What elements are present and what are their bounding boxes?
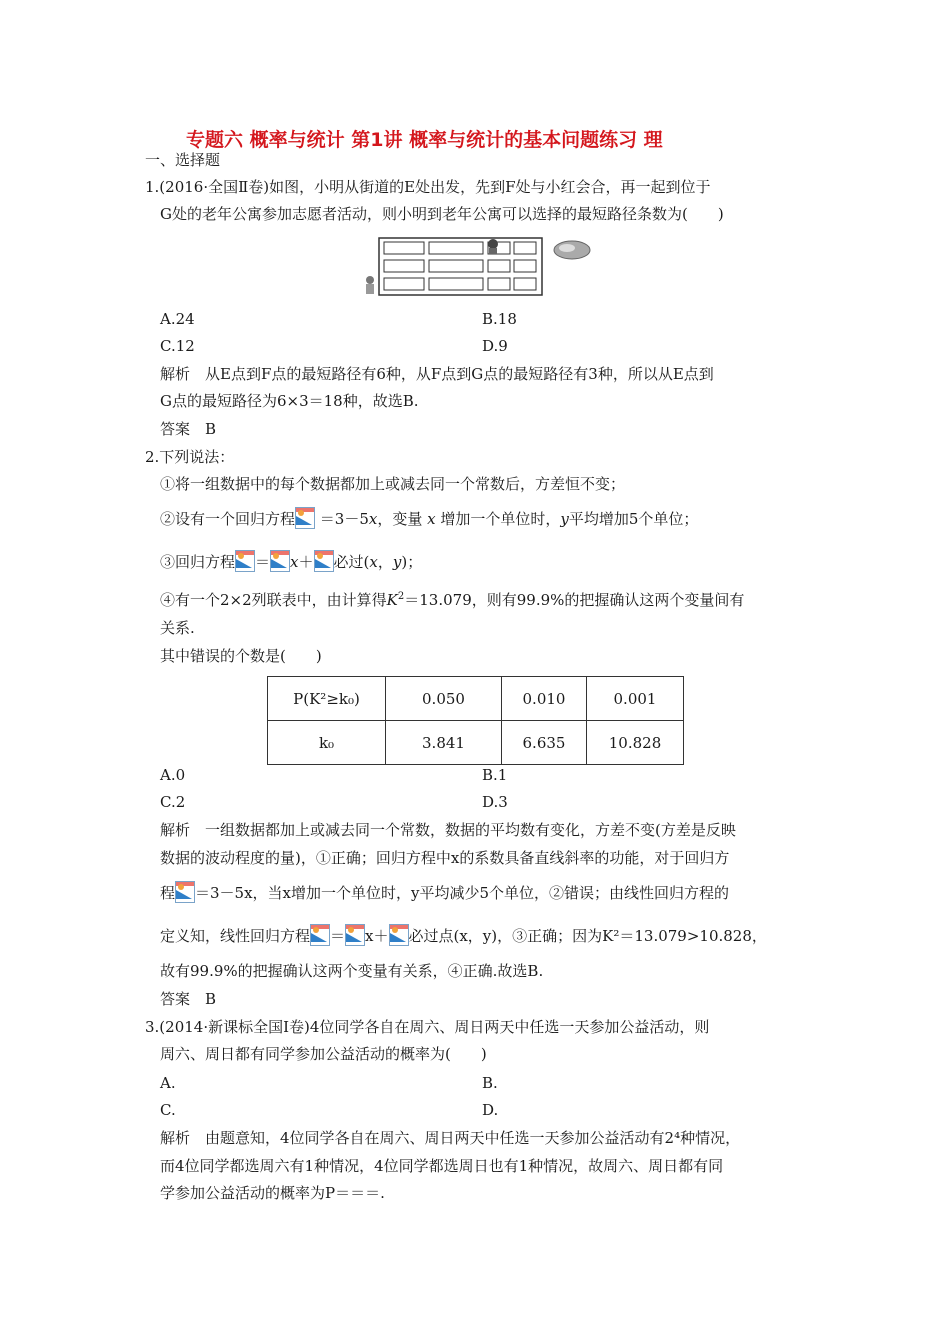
q1-option-c[interactable]: C.12 — [160, 337, 195, 355]
building-g-icon — [554, 241, 590, 259]
q2-s3-text-a: ③回归方程 — [160, 553, 236, 571]
formula-image-icon — [314, 550, 334, 572]
q2-option-b[interactable]: B.1 — [482, 766, 508, 784]
q1-option-d[interactable]: D.9 — [482, 337, 508, 355]
q2-s2-text-e: 平均增加5个单位； — [568, 510, 699, 528]
q1-option-a[interactable]: A.24 — [160, 310, 195, 328]
table-cell: 0.001 — [587, 677, 684, 721]
q1-stem-line2: G处的老年公寓参加志愿者活动，则小明到老年公寓可以选择的最短路径条数为( ) — [160, 205, 724, 223]
q2-jx4-text-d: 必过点(x，y)，③正确；因为K²＝13.079>10.828， — [408, 927, 767, 945]
table-cell: 6.635 — [502, 721, 587, 765]
q1-analysis-line1: 解析 从E点到F点的最短路径有6种，从F点到G点的最短路径有3种，所以从E点到 — [160, 365, 714, 383]
q2-statement-4: ④有一个2×2列联表中，由计算得$K^2=13.079$，则有99.9%的把握确认这两个变量间有 — [160, 591, 745, 609]
q2-statement-4-cont: 关系. — [160, 619, 195, 637]
q2-s3-text-e: ， — [377, 553, 393, 571]
q1-option-b[interactable]: B.18 — [482, 310, 517, 328]
formula-image-icon — [310, 924, 330, 946]
q2-s4-text-a: ④有一个2×2列联表中，由计算得 — [160, 591, 387, 609]
q2-analysis-line4 — [160, 924, 767, 946]
q2-analysis-line1: 解析 一组数据都加上或减去同一个常数，数据的平均数有变化，方差不变(方差是反映 — [160, 821, 736, 839]
person-f-icon — [488, 239, 498, 254]
formula-image-icon — [295, 507, 315, 529]
q2-option-c[interactable]: C.2 — [160, 793, 186, 811]
q3-stem-line1: 3.(2014·新课标全国Ⅰ卷)4位同学各自在周六、周日两天中任选一天参加公益活动，则 — [145, 1018, 710, 1036]
q2-question: 其中错误的个数是( ) — [160, 647, 322, 665]
q2-statement-2: ②设有一个回归方程 ＝3－5x，变量 x 增加一个单位时，y平均增加5个单位； — [160, 507, 698, 529]
formula-image-icon — [389, 924, 409, 946]
q2-s2-text-d: 增加一个单位时， — [440, 510, 561, 528]
q2-s3-text-f: )； — [401, 553, 423, 571]
critical-value-table — [267, 676, 684, 765]
table-row — [268, 721, 684, 765]
formula-image-icon — [235, 550, 255, 572]
table-cell: P(K²≥k₀) — [268, 677, 386, 721]
person-e-icon — [366, 276, 374, 294]
table-cell: 0.050 — [386, 677, 502, 721]
section-heading: 一、选择题 — [145, 151, 221, 169]
q3-analysis-line1: 解析 由题意知，4位同学各自在周六、周日两天中任选一天参加公益活动有2⁴种情况， — [160, 1129, 741, 1147]
table-row — [268, 677, 684, 721]
q2-analysis-line5: 故有99.9%的把握确认这两个变量有关系，④正确.故选B. — [160, 962, 544, 980]
table-cell: k₀ — [268, 721, 386, 765]
q2-stem: 2.下列说法： — [145, 448, 235, 466]
street-map-figure — [362, 236, 592, 298]
q2-statement-1: ①将一组数据中的每个数据都加上或减去同一个常数后，方差恒不变； — [160, 475, 626, 493]
q3-analysis-line3: 学参加公益活动的概率为P＝＝＝. — [160, 1184, 385, 1202]
page-title: 专题六 概率与统计 第1讲 概率与统计的基本问题练习 理 — [186, 129, 663, 151]
q1-stem-line1: 1.(2016·全国Ⅱ卷)如图，小明从街道的E处出发，先到F处与小红会合，再一起到位于 — [145, 178, 711, 196]
q3-option-a[interactable]: A. — [160, 1074, 176, 1092]
q2-jx4-text-c: x＋ — [365, 927, 389, 945]
q3-option-b[interactable]: B. — [482, 1074, 498, 1092]
q2-option-d[interactable]: D.3 — [482, 793, 508, 811]
table-cell: 10.828 — [587, 721, 684, 765]
q3-stem-line2: 周六、周日都有同学参加公益活动的概率为( ) — [160, 1045, 487, 1063]
q2-s3-text-b: ＝ — [255, 553, 271, 571]
q2-option-a[interactable]: A.0 — [160, 766, 186, 784]
table-cell: 0.010 — [502, 677, 587, 721]
q3-option-c[interactable]: C. — [160, 1101, 176, 1119]
q2-s2-text-a: ②设有一个回归方程 — [160, 510, 296, 528]
q2-jx4-text-a: 定义知，线性回归方程 — [160, 927, 311, 945]
q1-analysis-line2: G点的最短路径为6×3＝18种，故选B. — [160, 392, 419, 410]
q2-s2-text-c: ，变量 — [377, 510, 423, 528]
q2-s3-text-c: ＋ — [298, 553, 314, 571]
formula-image-icon — [270, 550, 290, 572]
q2-jx3-text-a: 程 — [160, 884, 176, 902]
formula-image-icon — [345, 924, 365, 946]
q2-jx3-text-b: ＝3－5x，当x增加一个单位时，y平均减少5个单位，②错误；由线性回归方程的 — [195, 884, 730, 902]
q2-statement-3: ③回归方程 ＝ x＋ 必过(x，y)； — [160, 550, 422, 572]
table-cell: 3.841 — [386, 721, 502, 765]
q2-s2-text-b: ＝3－5 — [319, 510, 369, 528]
q2-jx4-text-b: ＝ — [330, 927, 346, 945]
q3-analysis-line2: 而4位同学都选周六有1种情况，4位同学都选周日也有1种情况，故周六、周日都有同 — [160, 1157, 724, 1175]
q3-option-d[interactable]: D. — [482, 1101, 499, 1119]
q2-analysis-line2: 数据的波动程度的量)，①正确；回归方程中x的系数具备直线斜率的功能，对于回归方 — [160, 849, 730, 867]
q1-answer: 答案 B — [160, 420, 217, 438]
q2-analysis-line3 — [160, 881, 729, 903]
q2-s4-text-b: ＝13.079，则有99.9%的把握确认这两个变量间有 — [404, 591, 745, 609]
formula-image-icon — [175, 881, 195, 903]
q2-s3-text-d: 必过( — [333, 553, 370, 571]
q2-answer: 答案 B — [160, 990, 217, 1008]
